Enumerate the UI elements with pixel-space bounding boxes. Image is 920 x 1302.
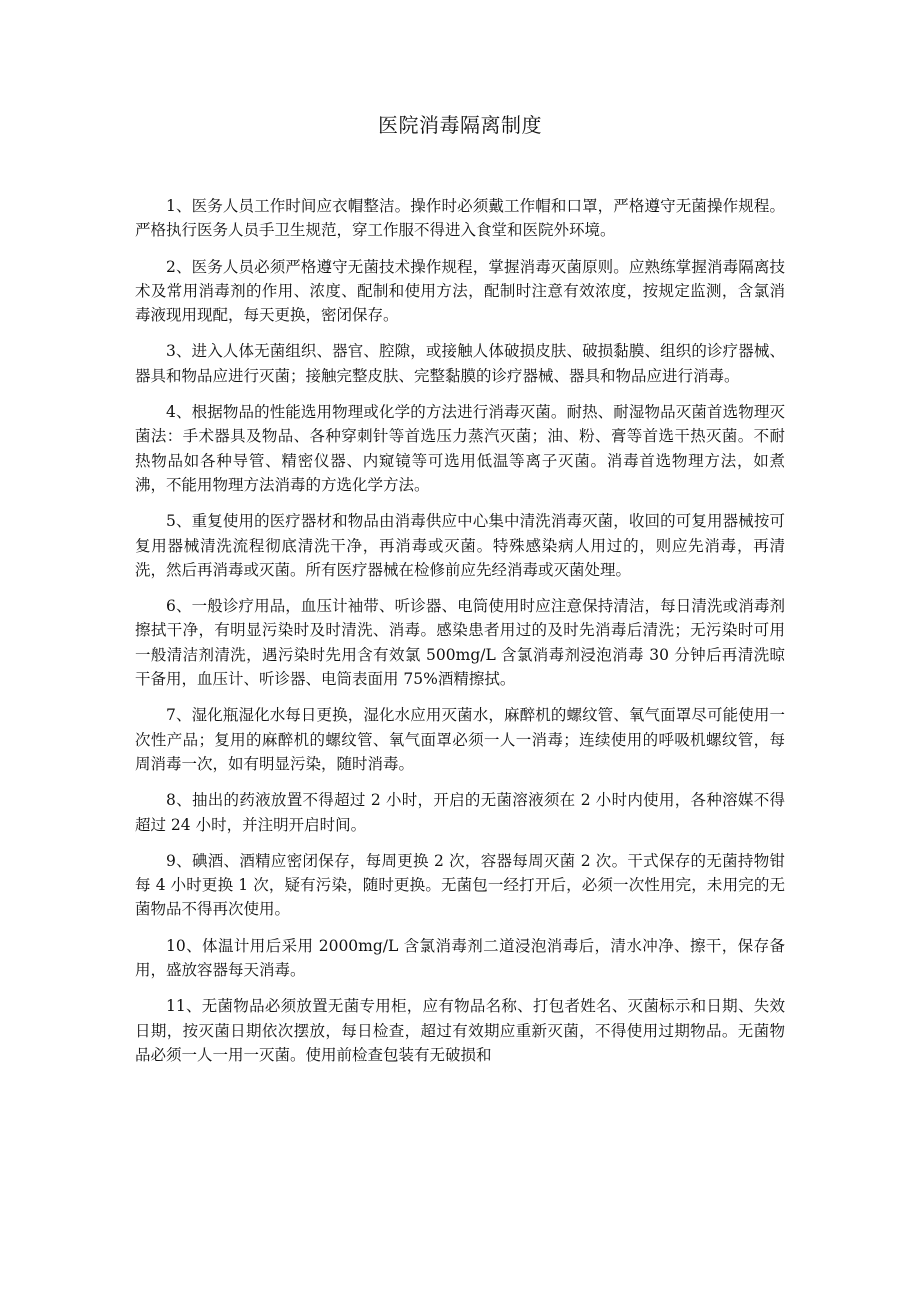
paragraph-6: 6、一般诊疗用品，血压计袖带、听诊器、电筒使用时应注意保持清洁，每日清洗或消毒剂擦拭干净，有明显污染时及时清洗、消毒。感染患者用过的及时先消毒后清洗；无污染时可用一般清洁剂清洗，遇污染时先用含有效氯 500mg/L 含氯消毒剂浸泡消毒 30 分钟后再清洗晾干备用，血压计、听诊器、电筒表面用 75%酒精擦拭。 [135,597,785,689]
paragraph-3: 3、进入人体无菌组织、器官、腔隙，或接触人体破损皮肤、破损黏膜、组织的诊疗器械、器具和物品应进行灭菌；接触完整皮肤、完整黏膜的诊疗器械、器具和物品应进行消毒。 [135,342,785,385]
paragraph-7: 7、湿化瓶湿化水每日更换，湿化水应用灭菌水，麻醉机的螺纹管、氧气面罩尽可能使用一次性产品；复用的麻醉机的螺纹管、氧气面罩必须一人一消毒；连续使用的呼吸机螺纹管，每周消毒一次，如有明显污染，随时消毒。 [135,706,785,773]
paragraph-9: 9、碘酒、酒精应密闭保存，每周更换 2 次，容器每周灭菌 2 次。干式保存的无菌持物钳每 4 小时更换 1 次，疑有污染，随时更换。无菌包一经打开后，必须一次性用完，未用完的无菌物品不得再次使用。 [135,851,785,919]
paragraph-10: 10、体温计用后采用 2000mg/L 含氯消毒剂二道浸泡消毒后，清水冲净、擦干，保存备用，盛放容器每天消毒。 [135,936,785,980]
paragraph-1: 1、医务人员工作时间应衣帽整洁。操作时必须戴工作帽和口罩，严格遵守无菌操作规程。严格执行医务人员手卫生规范，穿工作服不得进入食堂和医院外环境。 [135,197,785,240]
page-title: 医院消毒隔离制度 [378,113,542,137]
paragraph-5: 5、重复使用的医疗器材和物品由消毒供应中心集中清洗消毒灭菌，收回的可复用器械按可复用器械清洗流程彻底清洗干净，再消毒或灭菌。特殊感染病人用过的，则应先消毒，再清洗，然后再消毒或灭菌。所有医疗器械在检修前应先经消毒或灭菌处理。 [135,512,785,579]
paragraph-4: 4、根据物品的性能选用物理或化学的方法进行消毒灭菌。耐热、耐湿物品灭菌首选物理灭菌法：手术器具及物品、各种穿刺针等首选压力蒸汽灭菌；油、粉、膏等首选干热灭菌。不耐热物品如各种导管、精密仪器、内窥镜等可选用低温等离子灭菌。消毒首选物理方法，如煮沸，不能用物理方法消毒的方选化学方法。 [135,403,785,494]
paragraph-8: 8、抽出的药液放置不得超过 2 小时，开启的无菌溶液须在 2 小时内使用，各种溶媒不得超过 24 小时，并注明开启时间。 [135,791,785,834]
paragraph-2: 2、医务人员必须严格遵守无菌技术操作规程，掌握消毒灭菌原则。应熟练掌握消毒隔离技术及常用消毒剂的作用、浓度、配制和使用方法，配制时注意有效浓度，按规定监测，含氯消毒液现用现配，每天更换，密闭保存。 [135,257,785,325]
document-body [135,194,785,1079]
paragraph-11: 11、无菌物品必须放置无菌专用柜，应有物品名称、打包者姓名、灭菌标示和日期、失效日期，按灭菌日期依次摆放，每日检查，超过有效期应重新灭菌，不得使用过期物品。无菌物品必须一人一用一灭菌。使用前检查包装有无破损和 [135,997,785,1064]
